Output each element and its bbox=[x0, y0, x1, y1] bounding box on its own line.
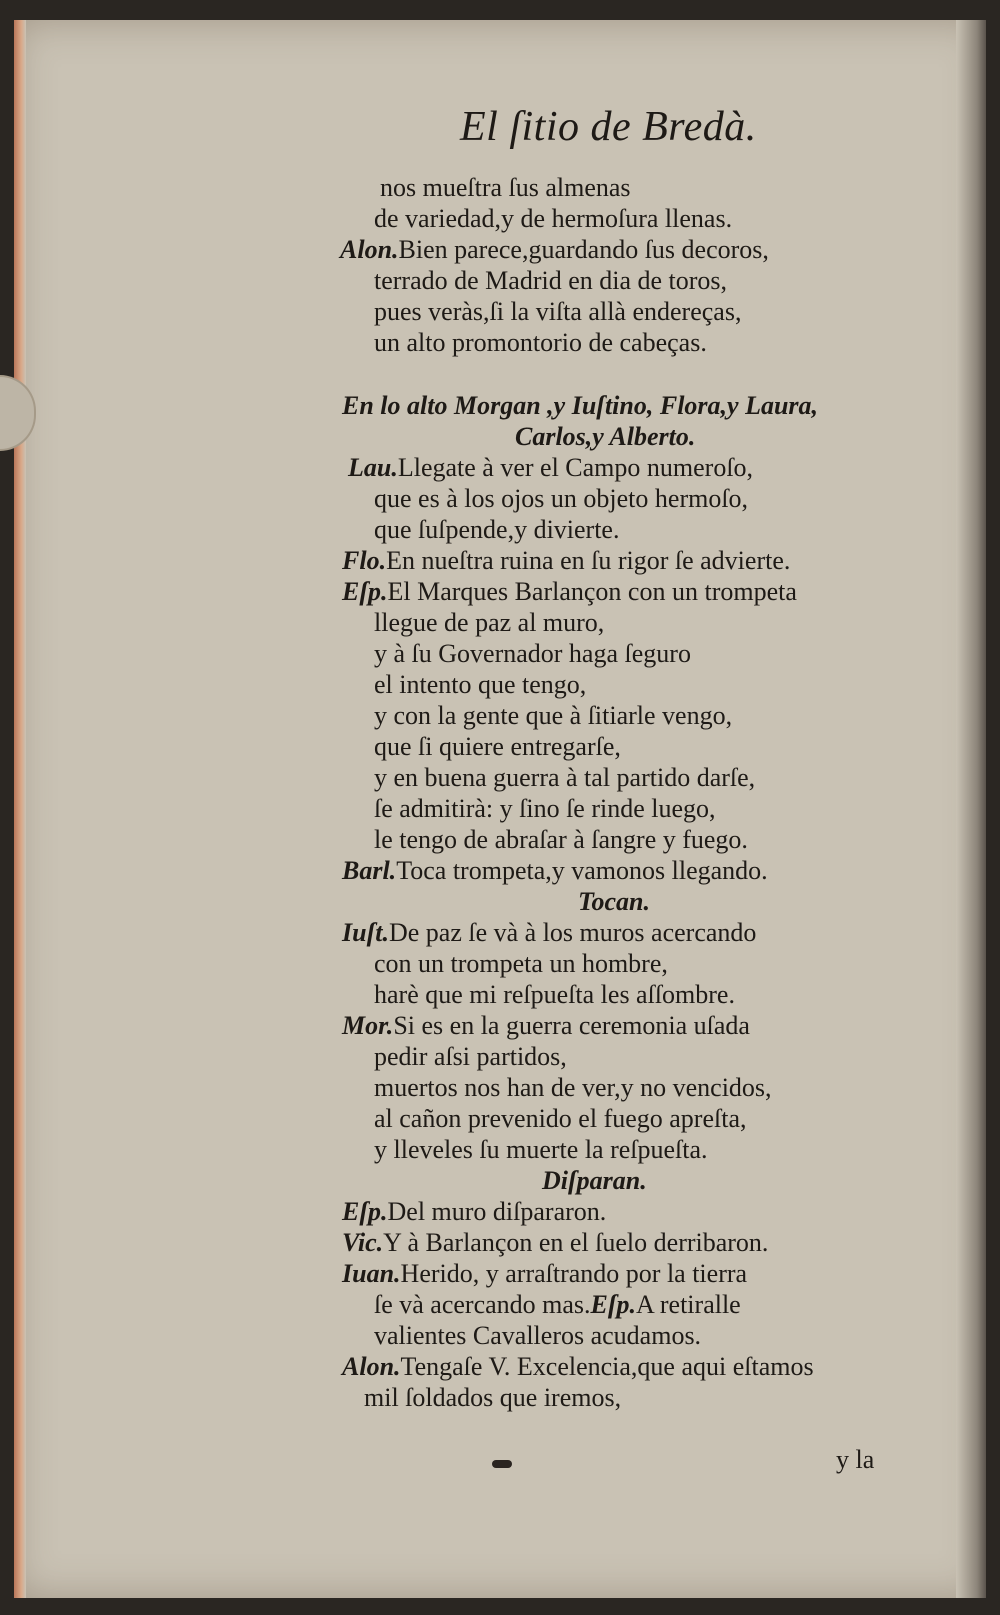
speaker-tag: Flo. bbox=[342, 546, 387, 575]
speaker-tag: Lau. bbox=[348, 453, 398, 482]
verse-line: el intento que tengo, bbox=[374, 670, 587, 699]
verse-line: harè que mi reſpueſta les aſſombre. bbox=[374, 980, 735, 1009]
verse-line: terrado de Madrid en dia de toros, bbox=[374, 266, 728, 295]
verse-line: Eſp.El Marques Barlançon con un trompeta bbox=[342, 577, 797, 606]
verse-line: Alon.Tengaſe V. Excelencia,que aqui eſtamos bbox=[342, 1352, 814, 1381]
speaker-tag: Eſp. bbox=[590, 1290, 637, 1319]
verse-line: Vic.Y à Barlançon en el ſuelo derribaron. bbox=[342, 1228, 769, 1257]
verse-line: al cañon prevenido el fuego apreſta, bbox=[374, 1104, 747, 1133]
verse-line: Eſp.Del muro diſpararon. bbox=[342, 1197, 607, 1226]
verse-line: llegue de paz al muro, bbox=[374, 608, 605, 637]
verse-line: Iuſt.De paz ſe và à los muros acercando bbox=[342, 918, 757, 947]
verse-line: Lau.Llegate à ver el Campo numeroſo, bbox=[348, 453, 754, 482]
speaker-tag: Mor. bbox=[342, 1011, 394, 1040]
verse-line: que es à los ojos un objeto hermoſo, bbox=[374, 484, 749, 513]
verse-line: y lleveles ſu muerte la reſpueſta. bbox=[374, 1135, 708, 1164]
verse-line: con un trompeta un hombre, bbox=[374, 949, 668, 978]
verse-line: que ſi quiere entregarſe, bbox=[374, 732, 621, 761]
verse-line: Iuan.Herido, y arraſtrando por la tierra bbox=[342, 1259, 748, 1288]
verse-line: mil ſoldados que iremos, bbox=[364, 1383, 622, 1412]
speaker-tag: Alon. bbox=[340, 235, 399, 264]
speaker-tag: Iuſt. bbox=[342, 918, 389, 947]
catchword: y la bbox=[836, 1445, 875, 1474]
verse-line: le tengo de abraſar à ſangre y fuego. bbox=[374, 825, 748, 854]
verse-line: muertos nos han de ver,y no vencidos, bbox=[374, 1073, 772, 1102]
verse-line: pedir aſsi partidos, bbox=[374, 1042, 567, 1071]
verse-line: nos mueſtra ſus almenas bbox=[380, 173, 631, 202]
speaker-tag: Eſp. bbox=[342, 1197, 388, 1226]
speaker-tag: Iuan. bbox=[342, 1259, 401, 1288]
verse-line: un alto promontorio de cabeças. bbox=[374, 328, 707, 357]
stage-direction: En lo alto Morgan ,y Iuſtino, Flora,y Laura, bbox=[342, 391, 819, 420]
speaker-tag: Barl. bbox=[342, 856, 397, 885]
verse-line: ſe và acercando mas.Eſp.A retiralle bbox=[374, 1290, 741, 1319]
verse-line: que ſuſpende,y divierte. bbox=[374, 515, 620, 544]
verse-line: Mor.Si es en la guerra ceremonia uſada bbox=[342, 1011, 750, 1040]
verse-line: pues veràs,ſi la viſta allà endereças, bbox=[374, 297, 742, 326]
verse-line: y con la gente que à ſitiarle vengo, bbox=[374, 701, 733, 730]
stage-direction: Carlos,y Alberto. bbox=[515, 422, 696, 451]
verse-line: Alon.Bien parece,guardando ſus decoros, bbox=[340, 235, 769, 264]
speaker-tag: Eſp. bbox=[342, 577, 388, 606]
speaker-tag: Vic. bbox=[342, 1228, 384, 1257]
verse-line: y à ſu Governador haga ſeguro bbox=[374, 639, 691, 668]
verse-line: y en buena guerra à tal partido darſe, bbox=[374, 763, 756, 792]
verse-line: de variedad,y de hermoſura llenas. bbox=[374, 204, 733, 233]
speaker-tag: Alon. bbox=[342, 1352, 401, 1381]
verse-line: ſe admitirà: y ſino ſe rinde luego, bbox=[374, 794, 716, 823]
ornament-mark bbox=[492, 1460, 512, 1468]
stage-direction: Tocan. bbox=[578, 887, 650, 916]
stage-direction: Diſparan. bbox=[542, 1166, 647, 1195]
page-title: El ſitio de Bredà. bbox=[460, 104, 757, 150]
verse-line: valientes Cavalleros acudamos. bbox=[374, 1321, 702, 1350]
verse-line: Barl.Toca trompeta,y vamonos llegando. bbox=[342, 856, 768, 885]
verse-line: Flo.En nueſtra ruina en ſu rigor ſe advierte. bbox=[342, 546, 791, 575]
